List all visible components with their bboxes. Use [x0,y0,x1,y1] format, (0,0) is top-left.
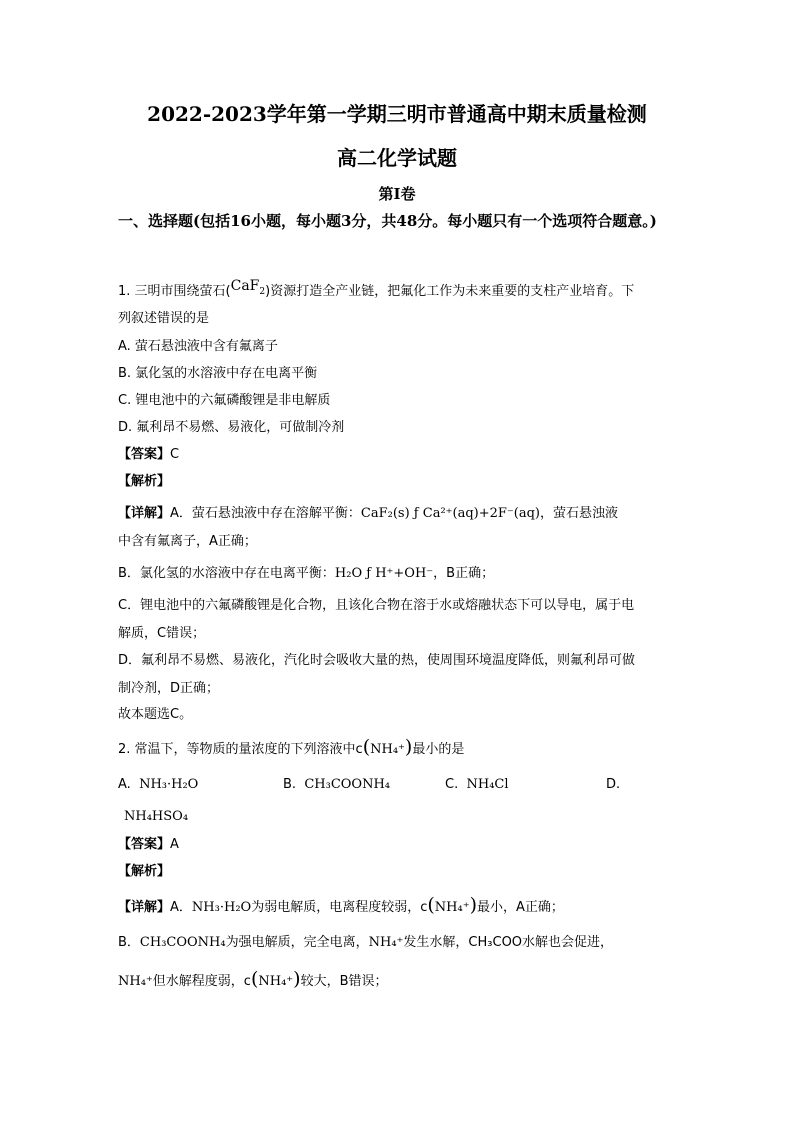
volume-label: 第I卷 [378,185,416,203]
q1-detail-line4: C．锂电池中的六氟磷酸锂是化合物，且该化合物在溶于水或熔融状态下可以导电，属于电 [118,598,635,613]
q1-detail-line3: B．氯化氢的水溶液中存在电离平衡：H₂O ƒ H⁺+OH⁻，B正确； [118,566,495,581]
q1-stem-line2: 列叙述错误的是 [118,311,210,326]
answer-tag: 【答案】 [118,447,171,462]
q1-stem-b: )资源打造全产业链，把氟化工作为未来重要的支柱产业培育。下 [265,284,635,299]
q1-option-b: B. 氯化氢的水溶液中存在电离平衡 [118,366,318,381]
answer-tag: 【答案】 [118,837,171,852]
q2-option-b: B. CH₃COONH₄ [283,777,391,792]
q1-detail-line7: 制冷剂，D正确； [118,681,220,696]
q1-stem-line1 [118,278,635,301]
q2-detail-line3: NH₄⁺但水解程度弱，c(NH₄⁺)较大，B错误； [118,968,388,990]
q1-detail-line1: 【详解】A．萤石悬浊液中存在溶解平衡：CaF₂(s) ƒ Ca²⁺(aq)+2F⁻(aq)，萤石悬浊液 [118,506,619,521]
q1-detail-line6: D．氟利昂不易燃、易液化，汽化时会吸收大量的热，使周围环境温度降低，则氟利昂可做 [118,653,636,668]
q1-option-a: A. 萤石悬浊液中含有氟离子 [118,339,278,354]
q1-option-c: C. 锂电池中的六氟磷酸锂是非电解质 [118,393,331,408]
q2-option-a: A. NH₃·H₂O [118,777,199,792]
q2-detail-line2: B．CH₃COONH₄为强电解质，完全电离，NH₄⁺发生水解，CH₃COO水解也会促进， [118,935,614,950]
ammonium-ion: NH₄⁺ [370,742,405,757]
exam-subtitle: 高二化学试题 [337,146,457,170]
q1-formula: CaF$_2$ [230,278,266,297]
equilibrium-equation: CaF₂(s) ƒ Ca²⁺(aq)+2F⁻(aq) [360,506,540,521]
q1-stem-a: 1. 三明市围绕萤石( [118,284,231,299]
answer-value: C [170,447,180,462]
detail-tag: 【详解】 [118,506,171,521]
q2-detail-line1: 【详解】A．NH₃·H₂O为弱电解质，电离程度较弱，c(NH₄⁺)最小，A正确； [118,894,564,916]
exam-title: 2022-2023学年第一学期三明市普通高中期末质量检测 [147,102,647,126]
q1-answer [118,446,179,464]
answer-value: A [170,837,179,852]
q2-answer [118,836,179,854]
q2-option-d: NH₄HSO₄ [124,809,189,824]
q1-analysis-tag: 【解析】 [118,474,171,489]
q1-conclusion: 故本题选C。 [118,707,193,722]
q1-detail-line2: 中含有氟离子，A正确； [118,534,257,549]
q2-stem: 2. 常温下，等物质的量浓度的下列溶液中c(NH₄⁺)最小的是 [118,736,465,758]
q2-analysis-tag: 【解析】 [118,864,171,879]
q1-option-d: D. 氟利昂不易燃、易液化，可做制冷剂 [118,420,345,435]
section-heading: 一、选择题(包括16小题，每小题3分，共48分。每小题只有一个选项符合题意。) [118,212,657,230]
q2-option-d-label: D. [606,777,621,792]
q1-detail-line5: 解质，C错误； [118,626,206,641]
q2-option-c: C. NH₄Cl [445,777,509,792]
ionization-equation: H₂O ƒ H⁺+OH⁻ [334,566,434,581]
detail-tag: 【详解】 [118,900,171,915]
